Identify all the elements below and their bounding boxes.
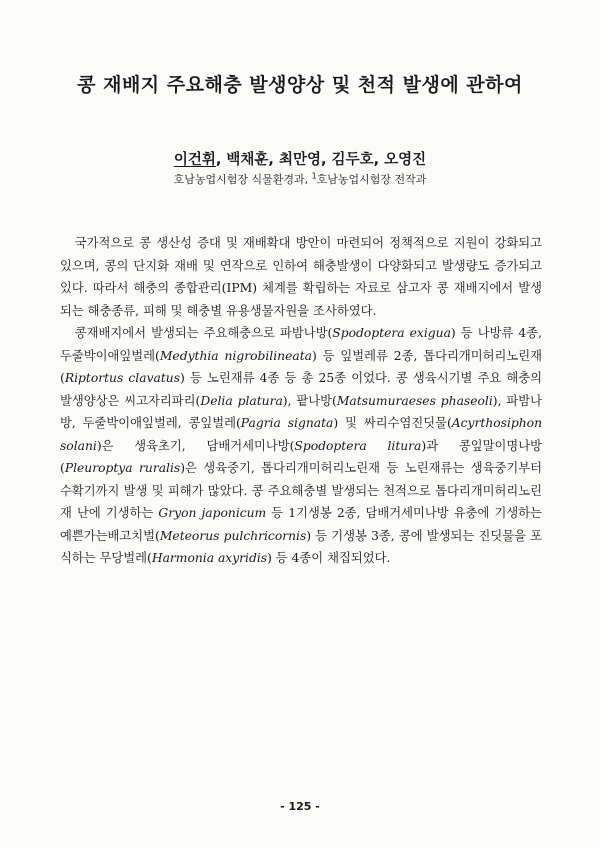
text-run: ) 등 잎벌레류 2종, 톱다리개미허리노린재( [60, 348, 542, 385]
species-name: Meteorus pulchricornis [159, 528, 307, 543]
text-run: 등 1기생봉 2종, 담배거세미나방 유충에 기생하는 예쁜가는배고치벌( [60, 506, 542, 543]
text-run: ) 등 4종이 채집되었다. [267, 551, 391, 565]
paragraph-intro [60, 232, 542, 322]
affiliation-primary: 호남농업시험장 식물환경과, [173, 173, 312, 186]
co-authors: 백채훈, 최만영, 김두호, 오영진 [226, 152, 427, 168]
text-run: )과 콩잎말이명나방( [60, 438, 542, 475]
page-number: - 125 - [280, 800, 320, 813]
species-name: Spodoptera litura [294, 438, 422, 453]
species-name: Acyrthosiphon solani [60, 416, 542, 453]
text-run: )은 생육초기, 담배거세미나방( [96, 438, 295, 453]
species-name: Gryon japonicum [158, 506, 267, 520]
text-run: ) 등 나방류 4종, 두줄박이애잎벌레( [60, 326, 542, 363]
species-name: Delia platura [200, 393, 283, 408]
species-name: Pagria signata [240, 416, 334, 430]
species-name: Medythia nigrobilineata [159, 348, 312, 363]
text-run: ), 팥나방( [282, 393, 337, 408]
text-run: ) 등 노린재류 4종 등 총 25종 이었다. 콩 생육시기별 주요 해충의 발생양상은 씨고자리파리( [60, 371, 543, 408]
affiliation [0, 171, 600, 187]
species-name: Matsumuraeses phaseoli [336, 393, 493, 408]
affiliation-marker: 1 [311, 171, 317, 181]
first-author: 이건휘 [173, 152, 216, 168]
author-list [0, 148, 600, 169]
affiliation-secondary: 호남농업시험장 전작과 [316, 173, 427, 186]
paper-title: 콩 재배지 주요해충 발생양상 및 천적 발생에 관하여 [77, 74, 523, 96]
species-name: Pleuroptya ruralis [64, 461, 181, 475]
text-run: ), 파밤나방, 두줄박이애잎벌레, 콩잎벌레( [60, 393, 542, 430]
paragraph-results [60, 322, 542, 570]
text-run: ) 및 싸리수염진딧물( [333, 416, 452, 430]
text-run: ) 등 기생봉 3종, 콩에 발생되는 진딧물을 포식하는 무당벌레( [60, 528, 542, 565]
species-name: Spodoptera exigua [332, 326, 451, 340]
paragraph-intro-text: 국가적으로 콩 생산성 증대 및 재배확대 방안이 마련되어 정책적으로 지원이 강화되고 있으며, 콩의 단지화 재배 및 연작으로 인하여 해충발생이 다양화되고 발생량도 증가되고 있다. 따라서 해충의 종합관리(IPM) 체계를 확립하는 자료로 삼고자 콩 재배지에서 발생되는 해충종류, 피해 및 해충별 유용생물자원을 조사하였다. [60, 236, 542, 318]
abstract-body [60, 232, 542, 570]
text-run: )은 생육중기, 톱다리개미허리노린재 등 노린재류는 생육중기부터 수확기까지 발생 및 피해가 많았다. 콩 주요해충별 발생되는 천적으로 톱다리개미허리노린재 난에 기생하는 [60, 461, 543, 520]
species-name: Harmonia axyridis [151, 551, 268, 565]
species-name: Riptortus clavatus [64, 371, 181, 385]
author-separator: , [215, 152, 227, 168]
text-run: 콩재배지에서 발생되는 주요해충으로 파밤나방( [74, 326, 333, 340]
